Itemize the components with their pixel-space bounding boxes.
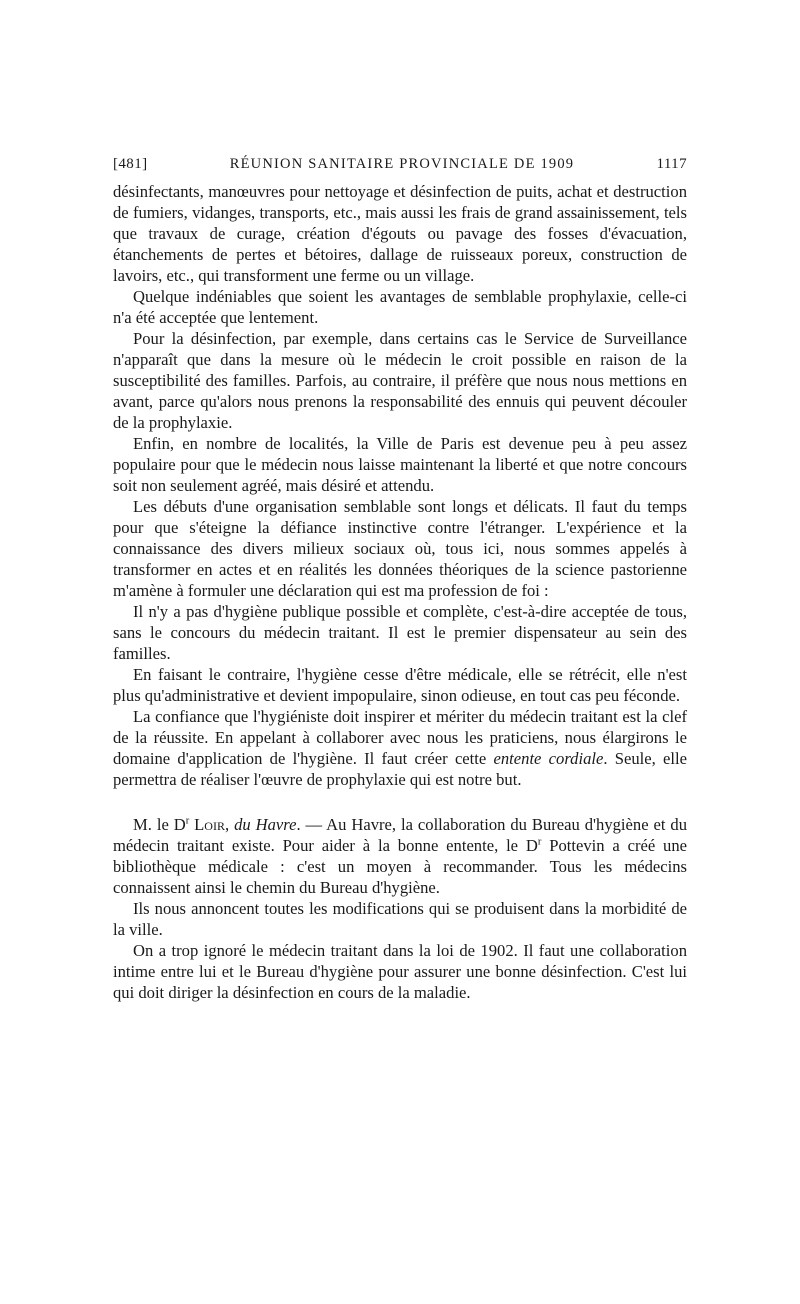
paragraph: Ils nous annoncent toutes les modifications qui se produisent dans la morbidité de la ville. (113, 899, 687, 939)
closing-paragraph (113, 706, 687, 790)
paragraph: désinfectants, manœuvres pour nettoyage et désinfection de puits, achat et destruction de fumiers, vidanges, transports, etc., mais aussi les frais de grand assainissement, tels que travaux de curage, création d'égouts ou pavage des fosses d'évacuation, étanchements de pertes et bétoires, dallage de ruisseaux poreux, construction de lavoirs, etc., qui transforment une ferme ou un village. (113, 182, 687, 285)
body-text (113, 181, 687, 1003)
paragraph: Il n'y a pas d'hygiène publique possible et complète, c'est-à-dire acceptée de tous, sans le concours du médecin traitant. Il est le premier dispensateur au sein des familles. (113, 602, 687, 663)
paragraph: Enfin, en nombre de localités, la Ville de Paris est devenue peu à peu assez populaire pour que le médecin nous laisse maintenant la liberté et que notre concours soit non seulement agréé, mais désiré et attendu. (113, 434, 687, 495)
speaker-intro: — Au Havre, la collaboration du Bureau d'hygiène et du médecin traitant existe. Pour aider à la bonne entente, le D (113, 815, 688, 855)
running-header (113, 156, 687, 173)
speaker-intro-sup: r (537, 836, 542, 848)
header-title: RÉUNION SANITAIRE PROVINCIALE DE 1909 (229, 156, 575, 172)
emphasis-text: entente cordiale (493, 749, 604, 768)
speaker-block (113, 814, 687, 1003)
paragraph: Pour la désinfection, par exemple, dans certains cas le Service de Surveillance n'apparaît que dans la mesure où le médecin le croit possible en raison de la susceptibilité des familles. Parfois, au contraire, il préfère que nous nous mettions en avant, parce qu'alors nous prenons la responsabilité des ennuis qui peuvent découler de la prophylaxie. (113, 329, 687, 432)
speaker-title-sup: r (185, 815, 190, 827)
paragraph: Quelque indéniables que soient les avantages de semblable prophylaxie, celle-ci n'a été acceptée que lentement. (113, 287, 687, 327)
paragraph: En faisant le contraire, l'hygiène cesse d'être médicale, elle se rétrécit, elle n'est plus qu'administrative et devient impopulaire, sinon odieuse, en tout cas peu féconde. (113, 665, 687, 705)
header-reference: [481] (113, 156, 148, 172)
closing-text-after: . Seule, elle permettra de réaliser l'œuvre de prophylaxie qui est notre but. (113, 749, 687, 789)
paragraph: Les débuts d'une organisation semblable sont longs et délicats. Il faut du temps pour que s'éteigne la défiance instinctive contre l'étranger. L'expérience et la connaissance des divers milieux sociaux où, tous ici, nous sommes appelés à transformer en actes et en réalités les données théoriques de la science pastorienne m'amène à formuler une déclaration qui est ma profession de foi : (113, 497, 687, 600)
speaker-prefix: M. le D (133, 815, 186, 834)
speaker-origin: du Havre (234, 815, 297, 834)
closing-text-before: La confiance que l'hygiéniste doit inspirer et mériter du médecin traitant est la clef de la réussite. En appelant à collaborer avec nous les praticiens, nous élargirons le domaine d'application de l'hygiène. Il faut créer cette (113, 707, 687, 768)
speaker-intro-rest: Pottevin a créé une bibliothèque médicale : c'est un moyen à recommander. Tous les médecins connaissent ainsi le chemin du Bureau d'hygiène. (113, 836, 687, 897)
document-page (113, 156, 687, 1003)
speaker-paragraph: M. le $D^r$ Loir, du Havre. — Au Havre, la collaboration du Bureau d'hygiène et du médecin traitant existe. Pour aider à la bonne entente, le $D^r$ Pottevin a créé une bibliothèque médicale : c'est un moyen à recommander. Tous les médecins connaissent ainsi le chemin du Bureau d'hygiène. (113, 815, 688, 897)
speaker-name: Loir (194, 815, 225, 834)
page-number: 1117 (656, 156, 687, 172)
paragraph: On a trop ignoré le médecin traitant dans la loi de 1902. Il faut une collaboration intime entre lui et le Bureau d'hygiène pour assurer une bonne désinfection. C'est lui qui doit diriger la désinfection en cours de la maladie. (113, 941, 687, 1002)
